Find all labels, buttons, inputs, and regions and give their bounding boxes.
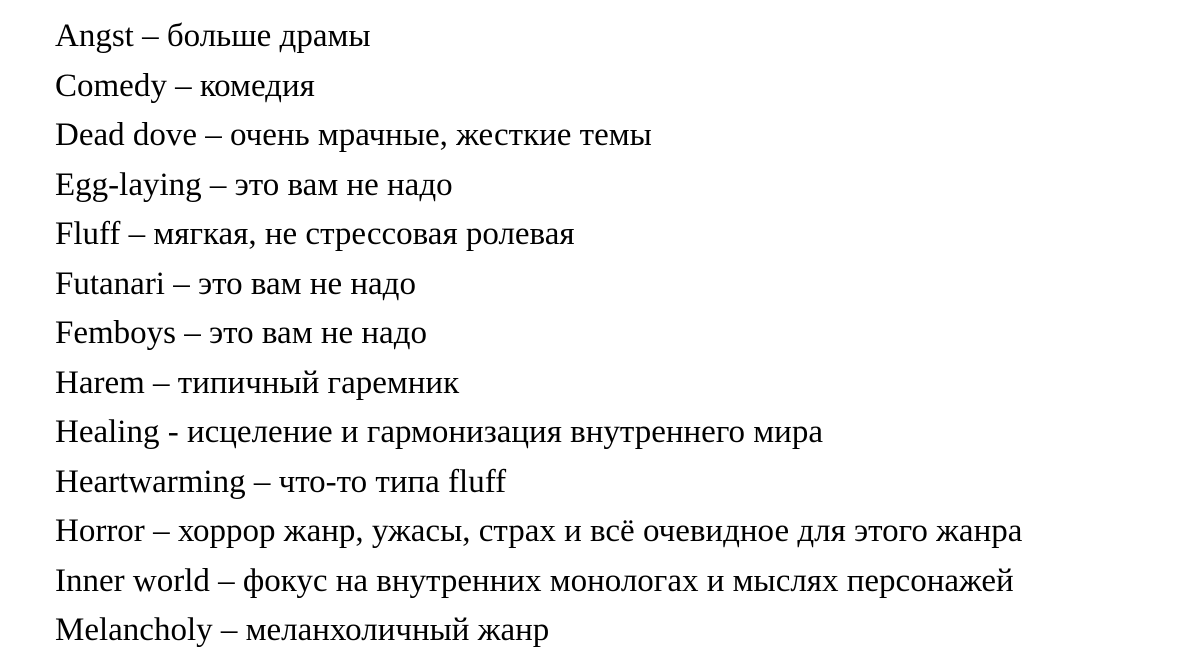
tag-separator: – [245,463,279,500]
tag-term: Inner world [55,562,210,599]
tag-definition: фокус на внутренних монологах и мыслях персонажей [242,562,1014,599]
tag-separator: – [201,166,235,203]
tag-term: Heartwarming [55,463,246,500]
list-item [55,12,1022,62]
tag-separator: – [120,216,154,252]
tag-definition: очень мрачные, жесткие темы [230,117,652,153]
list-item [55,62,1022,112]
tag-separator: – [166,67,200,104]
list-item [55,309,1022,359]
list-item [55,260,1022,310]
tag-term: Melancholy [55,612,213,648]
genre-tag-list [55,12,1022,656]
tag-separator: – [212,612,246,648]
tag-separator: - [159,414,187,450]
list-item [55,458,1022,508]
list-item [55,408,1022,458]
tag-term: Fluff [55,216,121,252]
tag-definition: хоррор жанр, ужасы, страх и всё очевидное для этого жанра [177,513,1023,549]
tag-definition: мягкая, не стрессовая ролевая [153,216,575,252]
tag-separator: – [133,18,167,54]
tag-term: Egg-laying [55,166,202,203]
tag-separator: – [197,117,231,153]
tag-separator: – [176,315,210,351]
tag-term: Femboys [55,315,177,351]
list-item [55,210,1022,260]
tag-term: Angst [55,18,134,54]
tag-definition: это вам не надо [234,166,453,203]
list-item [55,111,1022,161]
tag-definition: больше драмы [166,18,371,54]
tag-term: Horror [55,513,145,549]
list-item [55,161,1022,211]
tag-separator: – [144,513,178,549]
tag-definition: типичный гаремник [177,364,460,401]
tag-definition: что-то типа fluff [278,463,507,500]
list-item [55,359,1022,409]
list-item [55,557,1022,607]
list-item [55,606,1022,656]
tag-separator: – [144,364,178,401]
tag-term: Healing [55,414,160,450]
tag-separator: – [164,265,198,302]
tag-definition: это вам не надо [209,315,427,351]
tag-separator: – [209,562,243,599]
tag-definition: комедия [199,67,315,104]
tag-definition: исцеление и гармонизация внутреннего мира [186,414,823,450]
tag-definition: это вам не надо [197,265,416,302]
list-item [55,507,1022,557]
tag-definition: меланхоличный жанр [245,612,550,648]
tag-term: Harem [55,364,145,401]
tag-term: Futanari [55,265,165,302]
tag-term: Comedy [55,67,167,104]
tag-term: Dead dove [55,117,198,153]
